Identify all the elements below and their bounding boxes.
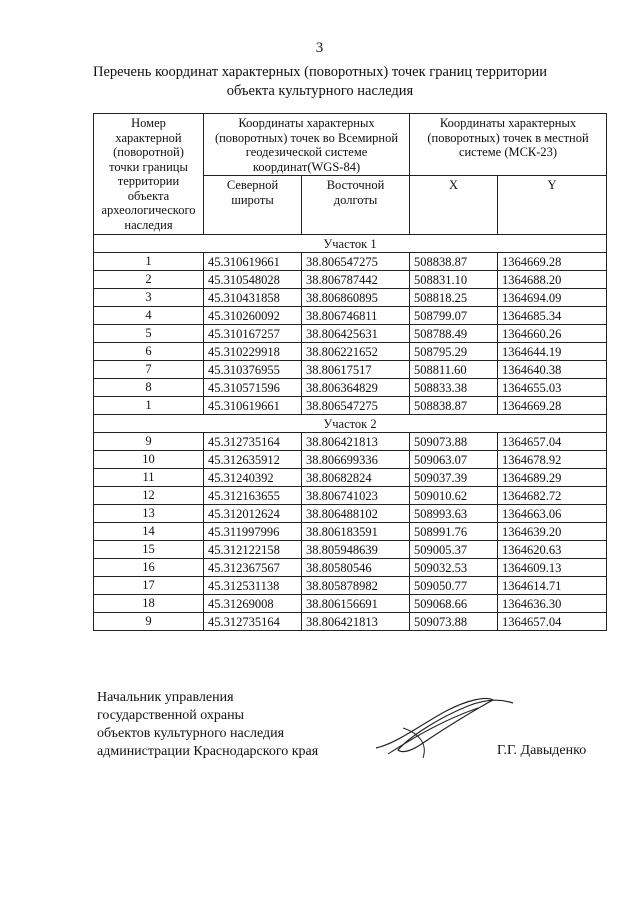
y-cell: 1364640.38 bbox=[498, 361, 607, 379]
header-north-latitude: Северной широты bbox=[204, 176, 302, 235]
table-row bbox=[94, 559, 607, 577]
y-cell: 1364657.04 bbox=[498, 433, 607, 451]
longitude-cell: 38.806787442 bbox=[302, 271, 410, 289]
section-row bbox=[94, 235, 607, 253]
point-number-cell: 16 bbox=[94, 559, 204, 577]
latitude-cell: 45.31269008 bbox=[204, 595, 302, 613]
longitude-cell: 38.806421813 bbox=[302, 613, 410, 631]
table-row bbox=[94, 577, 607, 595]
x-cell: 508838.87 bbox=[410, 397, 498, 415]
y-cell: 1364694.09 bbox=[498, 289, 607, 307]
y-cell: 1364657.04 bbox=[498, 613, 607, 631]
point-number-cell: 6 bbox=[94, 343, 204, 361]
table-row bbox=[94, 253, 607, 271]
y-cell: 1364669.28 bbox=[498, 253, 607, 271]
signatory-name: Г.Г. Давыденко bbox=[497, 743, 587, 758]
latitude-cell: 45.310619661 bbox=[204, 253, 302, 271]
point-number-cell: 17 bbox=[94, 577, 204, 595]
x-cell: 508811.60 bbox=[410, 361, 498, 379]
point-number-cell: 13 bbox=[94, 505, 204, 523]
latitude-cell: 45.312163655 bbox=[204, 487, 302, 505]
point-number-cell: 12 bbox=[94, 487, 204, 505]
longitude-cell: 38.806741023 bbox=[302, 487, 410, 505]
x-cell: 509010.62 bbox=[410, 487, 498, 505]
table-row bbox=[94, 613, 607, 631]
latitude-cell: 45.310548028 bbox=[204, 271, 302, 289]
x-cell: 509068.66 bbox=[410, 595, 498, 613]
point-number-cell: 3 bbox=[94, 289, 204, 307]
point-number-cell: 18 bbox=[94, 595, 204, 613]
signature-line-4: администрации Краснодарского края bbox=[97, 744, 319, 759]
latitude-cell: 45.310376955 bbox=[204, 361, 302, 379]
longitude-cell: 38.806860895 bbox=[302, 289, 410, 307]
point-number-cell: 2 bbox=[94, 271, 204, 289]
point-number-cell: 4 bbox=[94, 307, 204, 325]
longitude-cell: 38.806364829 bbox=[302, 379, 410, 397]
latitude-cell: 45.312367567 bbox=[204, 559, 302, 577]
x-cell: 508838.87 bbox=[410, 253, 498, 271]
y-cell: 1364685.34 bbox=[498, 307, 607, 325]
section-row bbox=[94, 415, 607, 433]
table-row bbox=[94, 379, 607, 397]
point-number-cell: 1 bbox=[94, 397, 204, 415]
y-cell: 1364689.29 bbox=[498, 469, 607, 487]
point-number-cell: 11 bbox=[94, 469, 204, 487]
table-row bbox=[94, 451, 607, 469]
y-cell: 1364663.06 bbox=[498, 505, 607, 523]
x-cell: 509073.88 bbox=[410, 613, 498, 631]
section-title: Участок 2 bbox=[94, 415, 607, 433]
table-header bbox=[94, 114, 607, 235]
point-number-cell: 9 bbox=[94, 433, 204, 451]
longitude-cell: 38.806488102 bbox=[302, 505, 410, 523]
signature-line-3: объектов культурного наследия bbox=[97, 726, 285, 741]
latitude-cell: 45.312635912 bbox=[204, 451, 302, 469]
latitude-cell: 45.312122158 bbox=[204, 541, 302, 559]
y-cell: 1364660.26 bbox=[498, 325, 607, 343]
point-number-cell: 9 bbox=[94, 613, 204, 631]
latitude-cell: 45.310260092 bbox=[204, 307, 302, 325]
x-cell: 508799.07 bbox=[410, 307, 498, 325]
document-title bbox=[40, 63, 600, 101]
table-body bbox=[94, 235, 607, 631]
y-cell: 1364614.71 bbox=[498, 577, 607, 595]
y-cell: 1364620.63 bbox=[498, 541, 607, 559]
y-cell: 1364688.20 bbox=[498, 271, 607, 289]
point-number-cell: 8 bbox=[94, 379, 204, 397]
table-row bbox=[94, 487, 607, 505]
document-title-line-2: объекта культурного наследия bbox=[226, 83, 414, 99]
table-row bbox=[94, 307, 607, 325]
point-number-cell: 7 bbox=[94, 361, 204, 379]
x-cell: 509063.07 bbox=[410, 451, 498, 469]
handwritten-signature bbox=[368, 688, 518, 763]
table-row bbox=[94, 541, 607, 559]
signature-line-1: Начальник управления bbox=[97, 690, 234, 705]
longitude-cell: 38.806547275 bbox=[302, 397, 410, 415]
longitude-cell: 38.806699336 bbox=[302, 451, 410, 469]
longitude-cell: 38.806183591 bbox=[302, 523, 410, 541]
signature-block bbox=[97, 689, 318, 761]
latitude-cell: 45.312735164 bbox=[204, 613, 302, 631]
latitude-cell: 45.31240392 bbox=[204, 469, 302, 487]
latitude-cell: 45.310229918 bbox=[204, 343, 302, 361]
x-cell: 508833.38 bbox=[410, 379, 498, 397]
table-row bbox=[94, 433, 607, 451]
longitude-cell: 38.806221652 bbox=[302, 343, 410, 361]
latitude-cell: 45.312531138 bbox=[204, 577, 302, 595]
latitude-cell: 45.310431858 bbox=[204, 289, 302, 307]
longitude-cell: 38.806425631 bbox=[302, 325, 410, 343]
x-cell: 508993.63 bbox=[410, 505, 498, 523]
longitude-cell: 38.80617517 bbox=[302, 361, 410, 379]
table-row bbox=[94, 289, 607, 307]
y-cell: 1364636.30 bbox=[498, 595, 607, 613]
table-row bbox=[94, 343, 607, 361]
table-row bbox=[94, 361, 607, 379]
latitude-cell: 45.310619661 bbox=[204, 397, 302, 415]
table-row bbox=[94, 595, 607, 613]
y-cell: 1364655.03 bbox=[498, 379, 607, 397]
table-row bbox=[94, 505, 607, 523]
latitude-cell: 45.311997996 bbox=[204, 523, 302, 541]
header-point-number: Номер характерной (поворотной) точки границы территории объекта археологического наследия bbox=[94, 114, 204, 235]
latitude-cell: 45.310571596 bbox=[204, 379, 302, 397]
header-msk-group: Координаты характерных (поворотных) точек в местной системе (МСК-23) bbox=[410, 114, 607, 176]
y-cell: 1364609.13 bbox=[498, 559, 607, 577]
section-title: Участок 1 bbox=[94, 235, 607, 253]
x-cell: 508788.49 bbox=[410, 325, 498, 343]
point-number-cell: 15 bbox=[94, 541, 204, 559]
header-east-longitude: Восточной долготы bbox=[302, 176, 410, 235]
table-row bbox=[94, 397, 607, 415]
point-number-cell: 10 bbox=[94, 451, 204, 469]
longitude-cell: 38.806156691 bbox=[302, 595, 410, 613]
page-number: 3 bbox=[315, 40, 324, 56]
longitude-cell: 38.806746811 bbox=[302, 307, 410, 325]
point-number-cell: 14 bbox=[94, 523, 204, 541]
signature-line-2: государственной охраны bbox=[97, 708, 245, 723]
point-number-cell: 1 bbox=[94, 253, 204, 271]
x-cell: 508818.25 bbox=[410, 289, 498, 307]
header-wgs-group: Координаты характерных (поворотных) точек во Всемирной геодезической системе координат(WGS-84) bbox=[204, 114, 410, 176]
coordinates-table bbox=[93, 113, 607, 631]
table-row bbox=[94, 523, 607, 541]
longitude-cell: 38.806421813 bbox=[302, 433, 410, 451]
y-cell: 1364682.72 bbox=[498, 487, 607, 505]
longitude-cell: 38.80580546 bbox=[302, 559, 410, 577]
header-y: Y bbox=[498, 176, 607, 235]
x-cell: 508831.10 bbox=[410, 271, 498, 289]
header-x: X bbox=[410, 176, 498, 235]
y-cell: 1364678.92 bbox=[498, 451, 607, 469]
table-row bbox=[94, 271, 607, 289]
x-cell: 509037.39 bbox=[410, 469, 498, 487]
longitude-cell: 38.805878982 bbox=[302, 577, 410, 595]
table-row bbox=[94, 325, 607, 343]
x-cell: 509073.88 bbox=[410, 433, 498, 451]
x-cell: 509032.53 bbox=[410, 559, 498, 577]
y-cell: 1364639.20 bbox=[498, 523, 607, 541]
table-row bbox=[94, 469, 607, 487]
x-cell: 509050.77 bbox=[410, 577, 498, 595]
latitude-cell: 45.312012624 bbox=[204, 505, 302, 523]
x-cell: 508991.76 bbox=[410, 523, 498, 541]
longitude-cell: 38.805948639 bbox=[302, 541, 410, 559]
latitude-cell: 45.312735164 bbox=[204, 433, 302, 451]
x-cell: 509005.37 bbox=[410, 541, 498, 559]
longitude-cell: 38.80682824 bbox=[302, 469, 410, 487]
point-number-cell: 5 bbox=[94, 325, 204, 343]
document-title-line-1: Перечень координат характерных (поворотных) точек границ территории bbox=[92, 64, 548, 80]
latitude-cell: 45.310167257 bbox=[204, 325, 302, 343]
x-cell: 508795.29 bbox=[410, 343, 498, 361]
y-cell: 1364669.28 bbox=[498, 397, 607, 415]
longitude-cell: 38.806547275 bbox=[302, 253, 410, 271]
y-cell: 1364644.19 bbox=[498, 343, 607, 361]
